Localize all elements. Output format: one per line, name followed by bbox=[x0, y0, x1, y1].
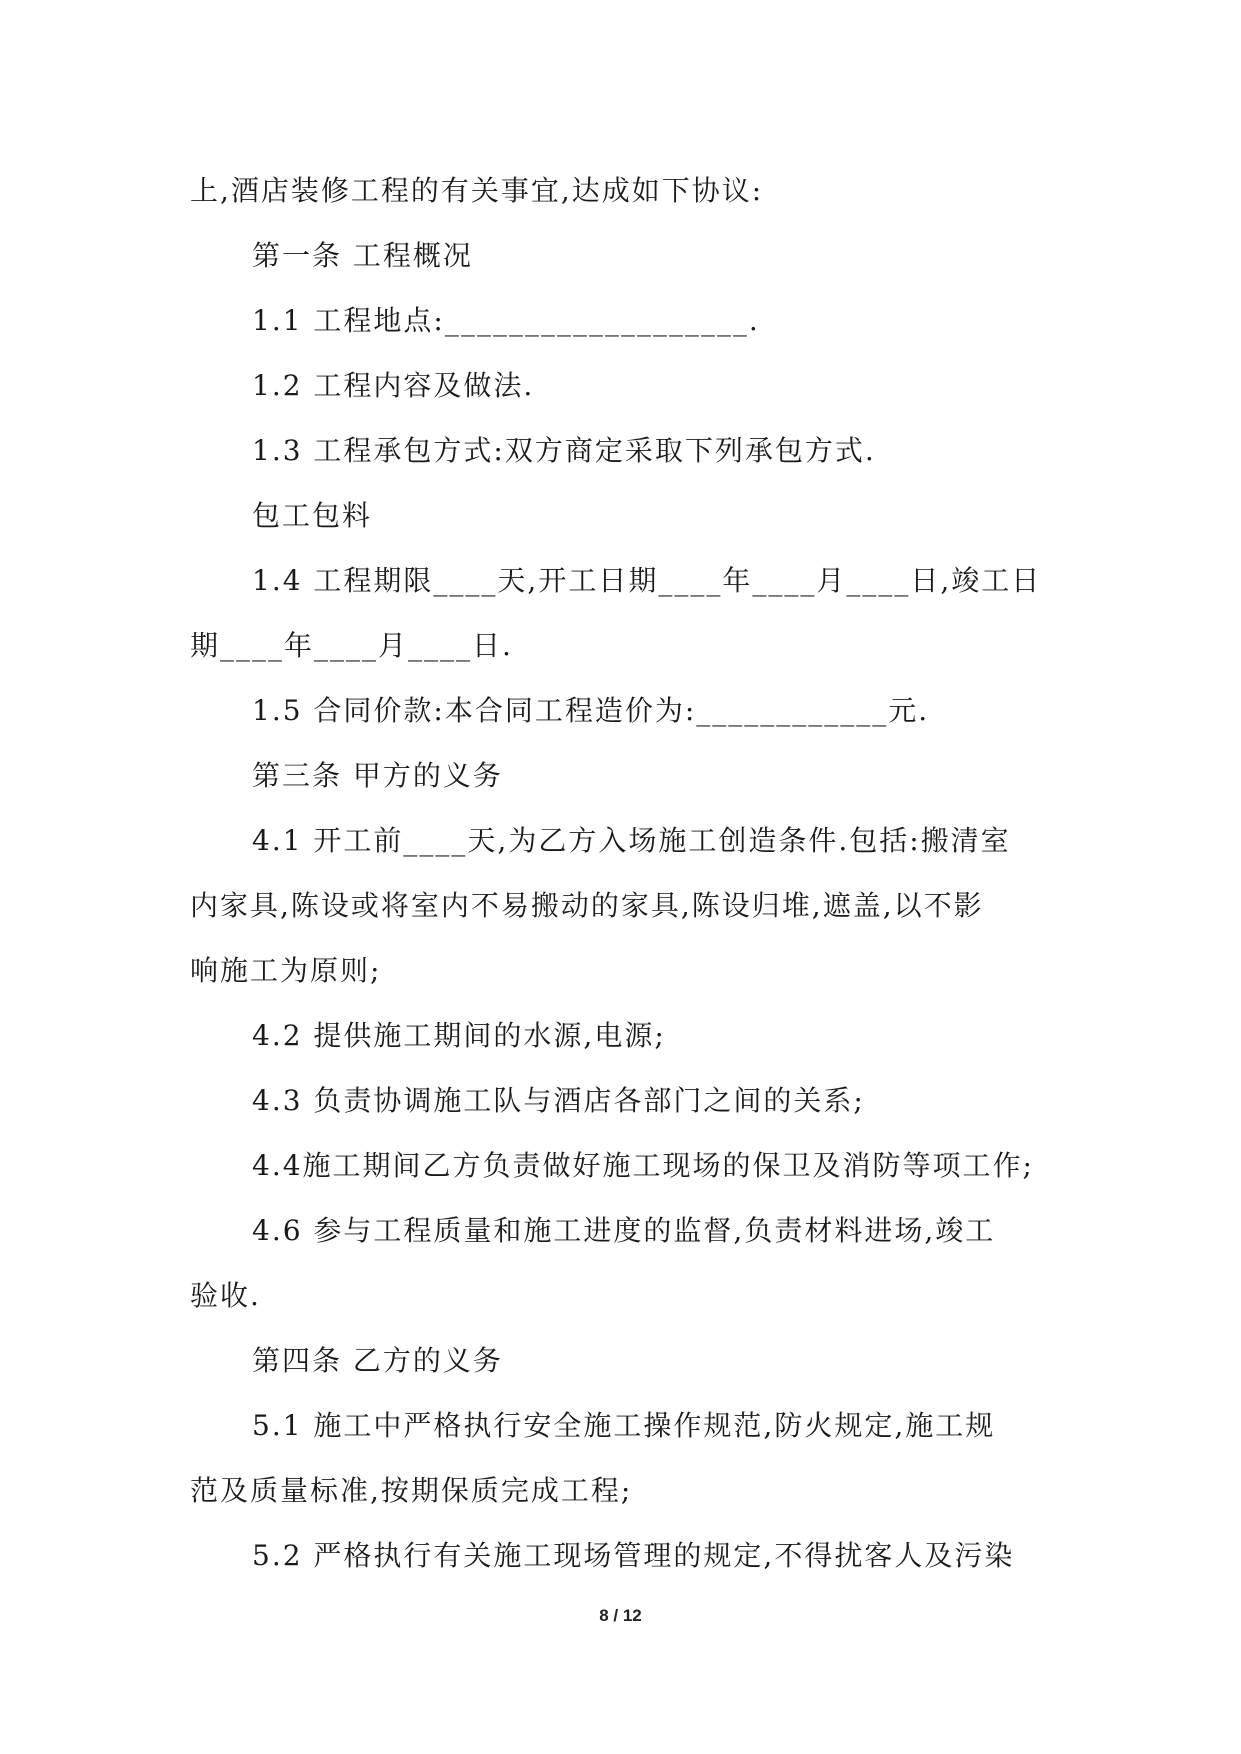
paragraph-line: 上,酒店装修工程的有关事宜,达成如下协议: bbox=[190, 174, 764, 207]
paragraph-line: 1.2 工程内容及做法. bbox=[252, 369, 535, 402]
page-number: 8 / 12 bbox=[599, 1606, 642, 1625]
paragraph-line: 4.4施工期间乙方负责做好施工现场的保卫及消防等项工作; bbox=[252, 1149, 1034, 1182]
document-body bbox=[190, 158, 1060, 1588]
paragraph-line: 1.1 工程地点:___________________. bbox=[252, 304, 760, 337]
paragraph-line: 内家具,陈设或将室内不易搬动的家具,陈设归堆,遮盖,以不影 bbox=[190, 889, 984, 922]
section-heading: 第四条 乙方的义务 bbox=[252, 1344, 503, 1377]
paragraph-line: 1.4 工程期限____天,开工日期____年____月____日,竣工日 bbox=[252, 564, 1042, 597]
paragraph-line: 4.6 参与工程质量和施工进度的监督,负责材料进场,竣工 bbox=[252, 1214, 996, 1247]
paragraph-line: 范及质量标准,按期保质完成工程; bbox=[190, 1474, 633, 1507]
paragraph-line: 1.3 工程承包方式:双方商定采取下列承包方式. bbox=[252, 434, 876, 467]
paragraph-line: 5.1 施工中严格执行安全施工操作规范,防火规定,施工规 bbox=[252, 1409, 996, 1442]
section-heading: 第三条 甲方的义务 bbox=[252, 759, 503, 792]
paragraph-line: 4.1 开工前____天,为乙方入场施工创造条件.包括:搬清室 bbox=[252, 824, 1011, 857]
paragraph-line: 期____年____月____日. bbox=[190, 629, 513, 662]
paragraph-line: 4.2 提供施工期间的水源,电源; bbox=[252, 1019, 666, 1052]
paragraph-line: 5.2 严格执行有关施工现场管理的规定,不得扰客人及污染 bbox=[252, 1539, 1015, 1572]
paragraph-line: 验收. bbox=[190, 1279, 261, 1312]
section-heading: 第一条 工程概况 bbox=[252, 239, 473, 272]
paragraph-line: 1.5 合同价款:本合同工程造价为:____________元. bbox=[252, 694, 930, 727]
paragraph-line: 包工包料 bbox=[252, 499, 373, 532]
paragraph-line: 响施工为原则; bbox=[190, 954, 382, 987]
paragraph-line: 4.3 负责协调施工队与酒店各部门之间的关系; bbox=[252, 1084, 865, 1117]
